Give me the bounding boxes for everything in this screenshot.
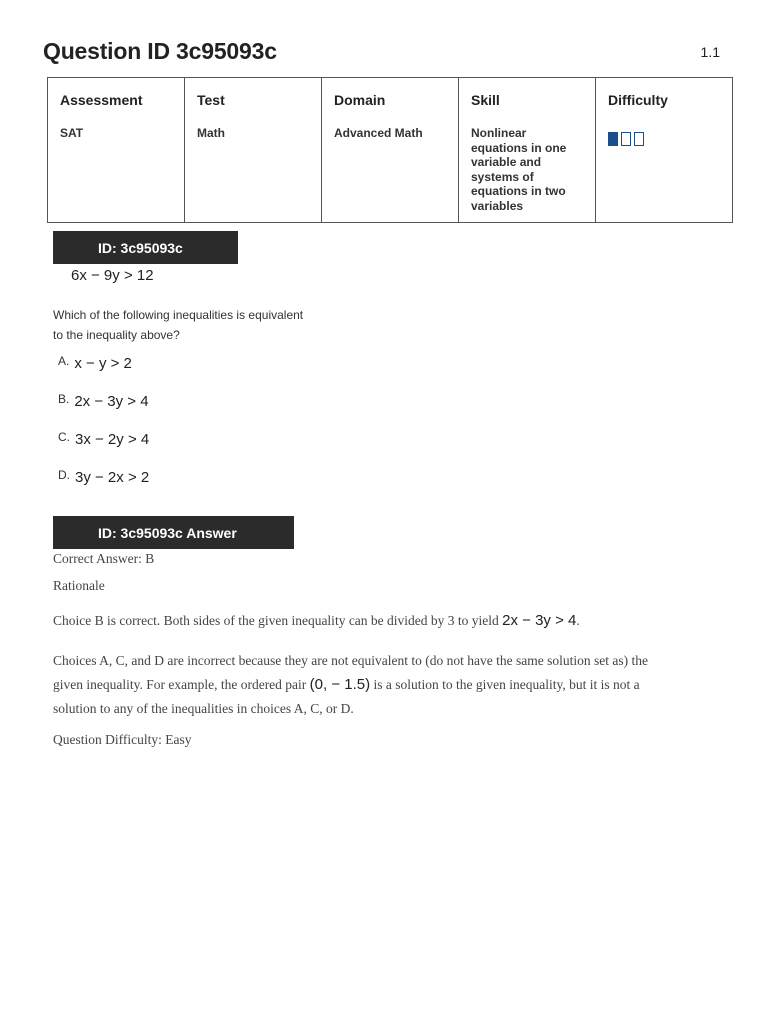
rationale-period: . bbox=[576, 613, 580, 628]
rationale-paragraph-2 bbox=[53, 649, 723, 721]
rationale-line-1: Choices A, C, and D are incorrect because they are not equivalent to (do not have the same solution set as) the bbox=[53, 653, 648, 668]
question-id-banner: ID: 3c95093c bbox=[53, 231, 238, 264]
header-test: Test bbox=[185, 78, 322, 123]
rationale-text: Choice B is correct. Both sides of the given inequality can be divided by 3 to yield bbox=[53, 613, 499, 628]
page-title: Question ID 3c95093c bbox=[43, 38, 277, 64]
choice-letter: D. bbox=[58, 468, 70, 482]
value-domain: Advanced Math bbox=[322, 122, 459, 223]
choice-c bbox=[58, 431, 149, 448]
question-metadata-table bbox=[47, 77, 733, 223]
rationale-math: 2x − 3y > 4 bbox=[502, 612, 577, 629]
metadata-header-row bbox=[48, 78, 733, 123]
ordered-pair-math: (0, − 1.5) bbox=[309, 676, 371, 693]
question-prompt-line-2: to the inequality above? bbox=[53, 328, 180, 342]
header-skill: Skill bbox=[459, 78, 596, 123]
question-prompt-line-1: Which of the following inequalities is equivalent bbox=[53, 308, 304, 322]
rationale-heading: Rationale bbox=[53, 578, 105, 593]
difficulty-indicator bbox=[608, 132, 720, 146]
question-prompt bbox=[53, 305, 343, 345]
rationale-line-3: solution to any of the inequalities in choices A, C, or D. bbox=[53, 701, 354, 716]
choice-expression: 3y − 2x > 2 bbox=[75, 469, 150, 486]
difficulty-box-empty bbox=[621, 132, 631, 146]
choice-expression: 2x − 3y > 4 bbox=[74, 393, 149, 410]
value-assessment: SAT bbox=[48, 122, 185, 223]
difficulty-box-filled bbox=[608, 132, 618, 146]
question-difficulty: Question Difficulty: Easy bbox=[53, 732, 192, 747]
header-domain: Domain bbox=[322, 78, 459, 123]
choice-b bbox=[58, 393, 149, 410]
answer-id-banner: ID: 3c95093c Answer bbox=[53, 516, 294, 549]
rationale-line-2-end: is a solution to the given inequality, but it is not a bbox=[373, 677, 640, 692]
value-skill: Nonlinear equations in one variable and systems of equations in two variables bbox=[459, 122, 596, 223]
version-label: 1.1 bbox=[700, 44, 720, 60]
rationale-line-2-start: given inequality. For example, the ordered pair bbox=[53, 677, 307, 692]
choice-expression: x − y > 2 bbox=[74, 355, 132, 372]
choice-expression: 3x − 2y > 4 bbox=[75, 431, 150, 448]
header-difficulty: Difficulty bbox=[596, 78, 733, 123]
difficulty-box-empty bbox=[634, 132, 644, 146]
correct-answer: Correct Answer: B bbox=[53, 551, 155, 566]
choice-letter: B. bbox=[58, 392, 70, 406]
choice-letter: C. bbox=[58, 430, 70, 444]
given-inequality: 6x − 9y > 12 bbox=[71, 267, 154, 284]
header-assessment: Assessment bbox=[48, 78, 185, 123]
value-difficulty bbox=[596, 122, 733, 223]
rationale-paragraph-1 bbox=[53, 609, 723, 633]
choice-d bbox=[58, 469, 149, 486]
choice-a bbox=[58, 355, 132, 372]
choice-letter: A. bbox=[58, 354, 70, 368]
metadata-value-row bbox=[48, 122, 733, 223]
value-test: Math bbox=[185, 122, 322, 223]
